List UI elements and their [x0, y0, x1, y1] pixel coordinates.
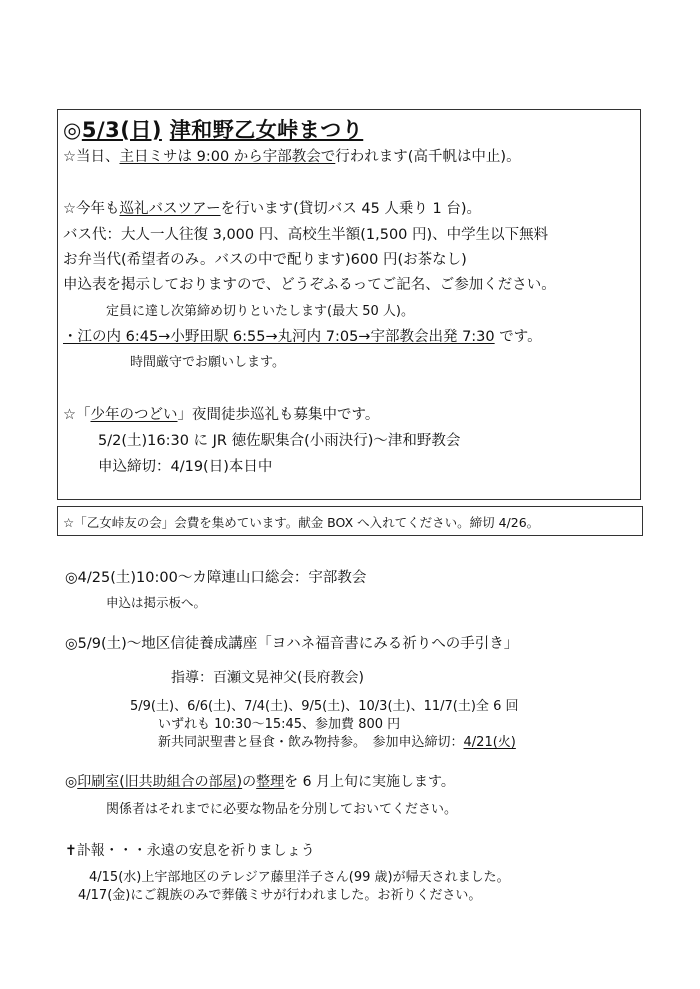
meeting-note: 申込は掲示板へ。	[106, 595, 207, 610]
youth-line-suffix: 」夜間徒歩巡礼も募集中です。	[177, 407, 380, 423]
festival-fare: バス代：大人一人往復 3,000 円、高校生半額(1,500 円)、中学生以下無料	[63, 227, 549, 243]
festival-youth-detail: 5/2(土)16:30 に JR 徳佐駅集合(小雨決行)～津和野教会	[98, 433, 461, 449]
festival-bus-line	[63, 197, 481, 218]
printroom-line	[65, 771, 455, 791]
course-instructor: 指導：百瀬文晃神父(長府教会)	[171, 670, 364, 686]
obituary-title: ✝訃報・・・永遠の安息を祈りましょう	[65, 843, 315, 859]
printroom-place: 印刷室(旧共助組合の部屋)	[77, 774, 243, 790]
mass-line-suffix: 行われます(高千帆は中止)。	[335, 149, 521, 165]
course-dates: 5/9(土)、6/6(土)、7/4(土)、9/5(土)、10/3(土)、11/7(土)全 6 回	[130, 699, 519, 714]
bus-line-suffix: を行います(貸切バス 45 人乗り 1 台)。	[220, 201, 482, 217]
friends-notice: ☆「乙女峠友の会」会費を集めています。献金 BOX へ入れてください。締切 4/26。	[63, 515, 540, 530]
bus-line-highlight: 巡礼バスツアー	[119, 201, 221, 217]
youth-line-prefix: ☆「	[63, 407, 91, 423]
festival-route-tail: です。	[494, 329, 542, 345]
festival-youth-deadline: 申込締切：4/19(日)本日中	[98, 459, 273, 475]
course-bring: 新共同訳聖書と昼食・飲み物持参。 参加申込締切：	[158, 735, 464, 750]
course-bring-line	[158, 731, 516, 750]
festival-title	[63, 114, 363, 144]
course-time-fee: いずれも 10:30～15:45、参加費 800 円	[158, 717, 401, 732]
printroom-mid: の	[242, 774, 257, 790]
festival-title-name: 津和野乙女峠まつり	[169, 118, 364, 142]
festival-title-mark: ◎	[63, 118, 82, 142]
festival-punctual: 時間厳守でお願いします。	[130, 355, 285, 370]
festival-mass-line	[63, 145, 521, 166]
bus-line-prefix: ☆今年も	[63, 201, 120, 217]
obituary-line2: 4/17(金)にご親族のみで葬儀ミサが行われました。お祈りください。	[78, 888, 482, 903]
printroom-work: 整理	[256, 774, 285, 790]
festival-title-date: 5/3(日)	[81, 118, 162, 142]
printroom-tail: を 6 月上旬に実施します。	[284, 774, 455, 790]
obituary-line1: 4/15(水)上宇部地区のテレジア藤里洋子さん(99 歳)が帰天されました。	[89, 870, 510, 885]
festival-route: ・江の内 6:45→小野田駅 6:55→丸河内 7:05→宇部教会出発 7:30	[63, 329, 495, 345]
meeting-title: ◎4/25(土)10:00～カ障連山口総会：宇部教会	[65, 570, 367, 586]
festival-limit: 定員に達し次第締め切りといたします(最大 50 人)。	[106, 304, 414, 319]
course-title: ◎5/9(土)～地区信徒養成講座「ヨハネ福音書にみる祈りへの手引き」	[65, 636, 519, 652]
festival-apply: 申込表を掲示しておりますので、どうぞふるってご記名、ご参加ください。	[63, 277, 556, 293]
festival-bento: お弁当代(希望者のみ。バスの中で配ります)600 円(お茶なし)	[63, 252, 467, 268]
course-deadline: 4/21(火)	[463, 735, 516, 750]
festival-route-line	[63, 325, 542, 346]
printroom-mark: ◎	[65, 774, 78, 790]
festival-youth-line	[63, 403, 379, 424]
printroom-note: 関係者はそれまでに必要な物品を分別しておいてください。	[106, 802, 458, 817]
youth-line-highlight: 少年のつどい	[90, 407, 178, 423]
mass-line-highlight: 主日ミサは 9:00 から宇部教会で	[119, 149, 336, 165]
mass-line-prefix: ☆当日、	[63, 149, 120, 165]
